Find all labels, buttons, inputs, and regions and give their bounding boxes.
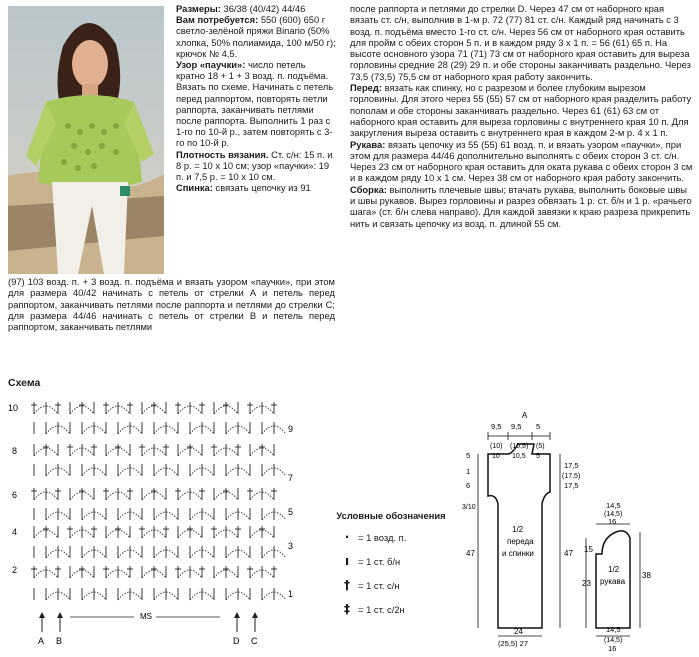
top-width-1b: (10) (490, 443, 503, 450)
ms-label: MS (140, 612, 152, 621)
sleeve-bottom-1: 14,5 (606, 625, 621, 634)
sleeve-top-1: 14,5 (606, 501, 621, 510)
body-bottom-2: (25,5) 27 (498, 639, 529, 648)
instructions-column (350, 3, 693, 229)
arrow-c: C (251, 636, 258, 646)
left-mark-3: 6 (466, 481, 471, 490)
right-mark-3: 17,5 (564, 481, 579, 490)
right-mark-2: (17,5) (562, 473, 581, 480)
arrow-b: B (56, 636, 63, 646)
legend-item-chain: · = 1 возд. п. (344, 529, 407, 544)
gauge: Плотность вязания. Ст. с/н: 15 п. и 8 р. = 10 х 10 см; узор «паучки»: 19 п. и 7,5 р. = 10 х 10 см. (176, 148, 333, 183)
mark-a: A (522, 411, 528, 420)
left-mark-4: 3/10 (462, 504, 476, 511)
body-outline (488, 444, 550, 628)
arrow-a: A (38, 636, 45, 646)
sleeve-label-2: рукава (600, 577, 626, 586)
assembly: Сборка: выполнить плечевые швы; втачать рукава, выполнить боковые швы и швы рукавов. Вырез горловины и разрез обвязать 1 р. ст. б/н и 1 р. «рачьего шага» (ст. б/н слева направо). Для каждой завязки к краю разреза прикрепить нить и связать цепочку из возд. п. длиной 55 см. (350, 183, 692, 229)
top-width-2b: (10,5) (510, 443, 529, 450)
body-label-2: переда (507, 537, 534, 546)
sleeve-label-1: 1/2 (608, 565, 620, 574)
top-width-2: 9,5 (511, 422, 522, 431)
row-label-7: 7 (288, 473, 294, 483)
garment-schematic (458, 408, 690, 652)
top-width-3: 5 (536, 422, 541, 431)
row-label-4: 4 (12, 527, 18, 537)
crochet-chart (6, 392, 306, 650)
arrow-d: D (233, 636, 240, 646)
sleeve-top-2: (14,5) (604, 511, 623, 518)
materials: Вам потребуется: 550 (600) 650 г светло-зелёной пряжи Binario (50% хлопка, 50% полиамида, 100 м/50 г); крючок № 4,5. (176, 14, 336, 59)
left-mark-1: 5 (466, 451, 471, 460)
intro-column (176, 3, 336, 193)
row-label-1: 1 (288, 589, 294, 599)
back-start: Спинка: связать цепочку из 91 (176, 182, 311, 194)
row-label-3: 3 (288, 541, 294, 551)
schema-title: Схема (8, 377, 41, 389)
row-label-5: 5 (288, 507, 294, 517)
top-width-3c: 5 (536, 453, 540, 460)
row-label-2: 2 (12, 565, 18, 575)
back-end: после раппорта и петлями до стрелки D. Через 47 см от наборного края вязать ст. с/н, выполнив в 1-м р. 72 (77) 81 ст. с/н. Каждый ряд начинать с 3 возд. п. подъёма вместо 1-го ст. с/н. Через 56 см от наборного края оставить для пройм с обеих сторон 5 п. и в каждом ряду 3 х 1 п. = 56 (61) 65 п. На высоте основного узора 71 (71) 73 см от наборного края оставить для выреза горловины средние 28 (29) 29 п. и обе стороны заканчивать раздельно. Через 73,5 (73,5) 75,5 см от наборного края работу закончить. (350, 3, 691, 82)
model-photo (8, 6, 164, 274)
sizes: Размеры: 36/38 (40/42) 44/46 (176, 3, 306, 14)
sleeve-left-top: 15 (584, 545, 593, 554)
sleeve-bottom-3: 16 (608, 644, 617, 652)
sleeve-top-3: 16 (608, 517, 617, 526)
body-height-right: 47 (564, 549, 573, 558)
legend-item-tr: ‡ = 1 ст. с/2н (344, 601, 405, 616)
back-continued: (97) 103 возд. п. + 3 возд. п. подъёма и вязать узором «паучки», при этом для размера 40/42 начинать с петель от стрелки А и петель перед раппортом, заканчивать петлями после раппорта и петлями до стрелки С; для размера 44/46 начинать с петель от стрелки В и петель перед раппортом, заканчивать петлями (8, 276, 335, 333)
sleeve-bottom-2: (14,5) (604, 637, 623, 644)
row-label-8: 8 (12, 446, 18, 456)
legend-item-sc: ı = 1 ст. б/н (344, 553, 401, 568)
body-label-3: и спинки (502, 549, 534, 558)
top-width-1: 9,5 (491, 422, 502, 431)
top-width-1c: 10 (492, 453, 500, 460)
pattern-stitch: Узор «паучки»: число петель кратно 18 + 1 + 3 возд. п. подъёма. Вязать по схеме. Начинать с петель перед раппортом, повторять петли раппорта, заканчивать петлями после раппорта. Выполнить 1 раз с 1-го по 10-й р., затем повторять с 3-го по 10-й р. (176, 59, 334, 149)
row-label-9: 9 (288, 424, 294, 434)
top-width-2c: 10,5 (512, 453, 526, 460)
row-label-10: 10 (8, 403, 19, 413)
sleeve-left-bottom: 23 (582, 579, 591, 588)
front: Перед: вязать как спинку, но с разрезом и более глубоким вырезом горловины. Для этого через 55 (55) 57 см от наборного края разделить работу пополам и обе стороны заканчивать раздельно. Через 61 (61) 63 см от наборного края оставить для выреза горловины с внутреннего края 10 п. Для закругления выреза оставить с внутреннего края в каждом 2-м р. 4 х 1 п. (350, 82, 692, 139)
right-mark-1: 17,5 (564, 461, 579, 470)
row-label-6: 6 (12, 490, 18, 500)
sleeve: Рукава: вязать цепочку из 55 (55) 61 возд. п. и вязать узором «паучки», при этом для размера 44/46 дополнительно выполнять с обеих сторон 3 ст. с/н. Через 23 см от наборного края оставить для оката рукава с обеих сторон 3 см и в каждом ряду 10 х 1 см. Через 38 см от наборного края работу закончить. (350, 138, 693, 184)
legend-title: Условные обозначения (336, 510, 446, 521)
body-bottom-1: 24 (514, 627, 523, 636)
legend-item-dc: † = 1 ст. с/н (344, 577, 400, 592)
body-height-left: 47 (466, 549, 475, 558)
left-mark-2: 1 (466, 467, 471, 476)
sleeve-right: 38 (642, 571, 651, 580)
top-width-3b: (5) (536, 443, 545, 450)
body-label-1: 1/2 (512, 525, 524, 534)
legend (336, 510, 446, 622)
